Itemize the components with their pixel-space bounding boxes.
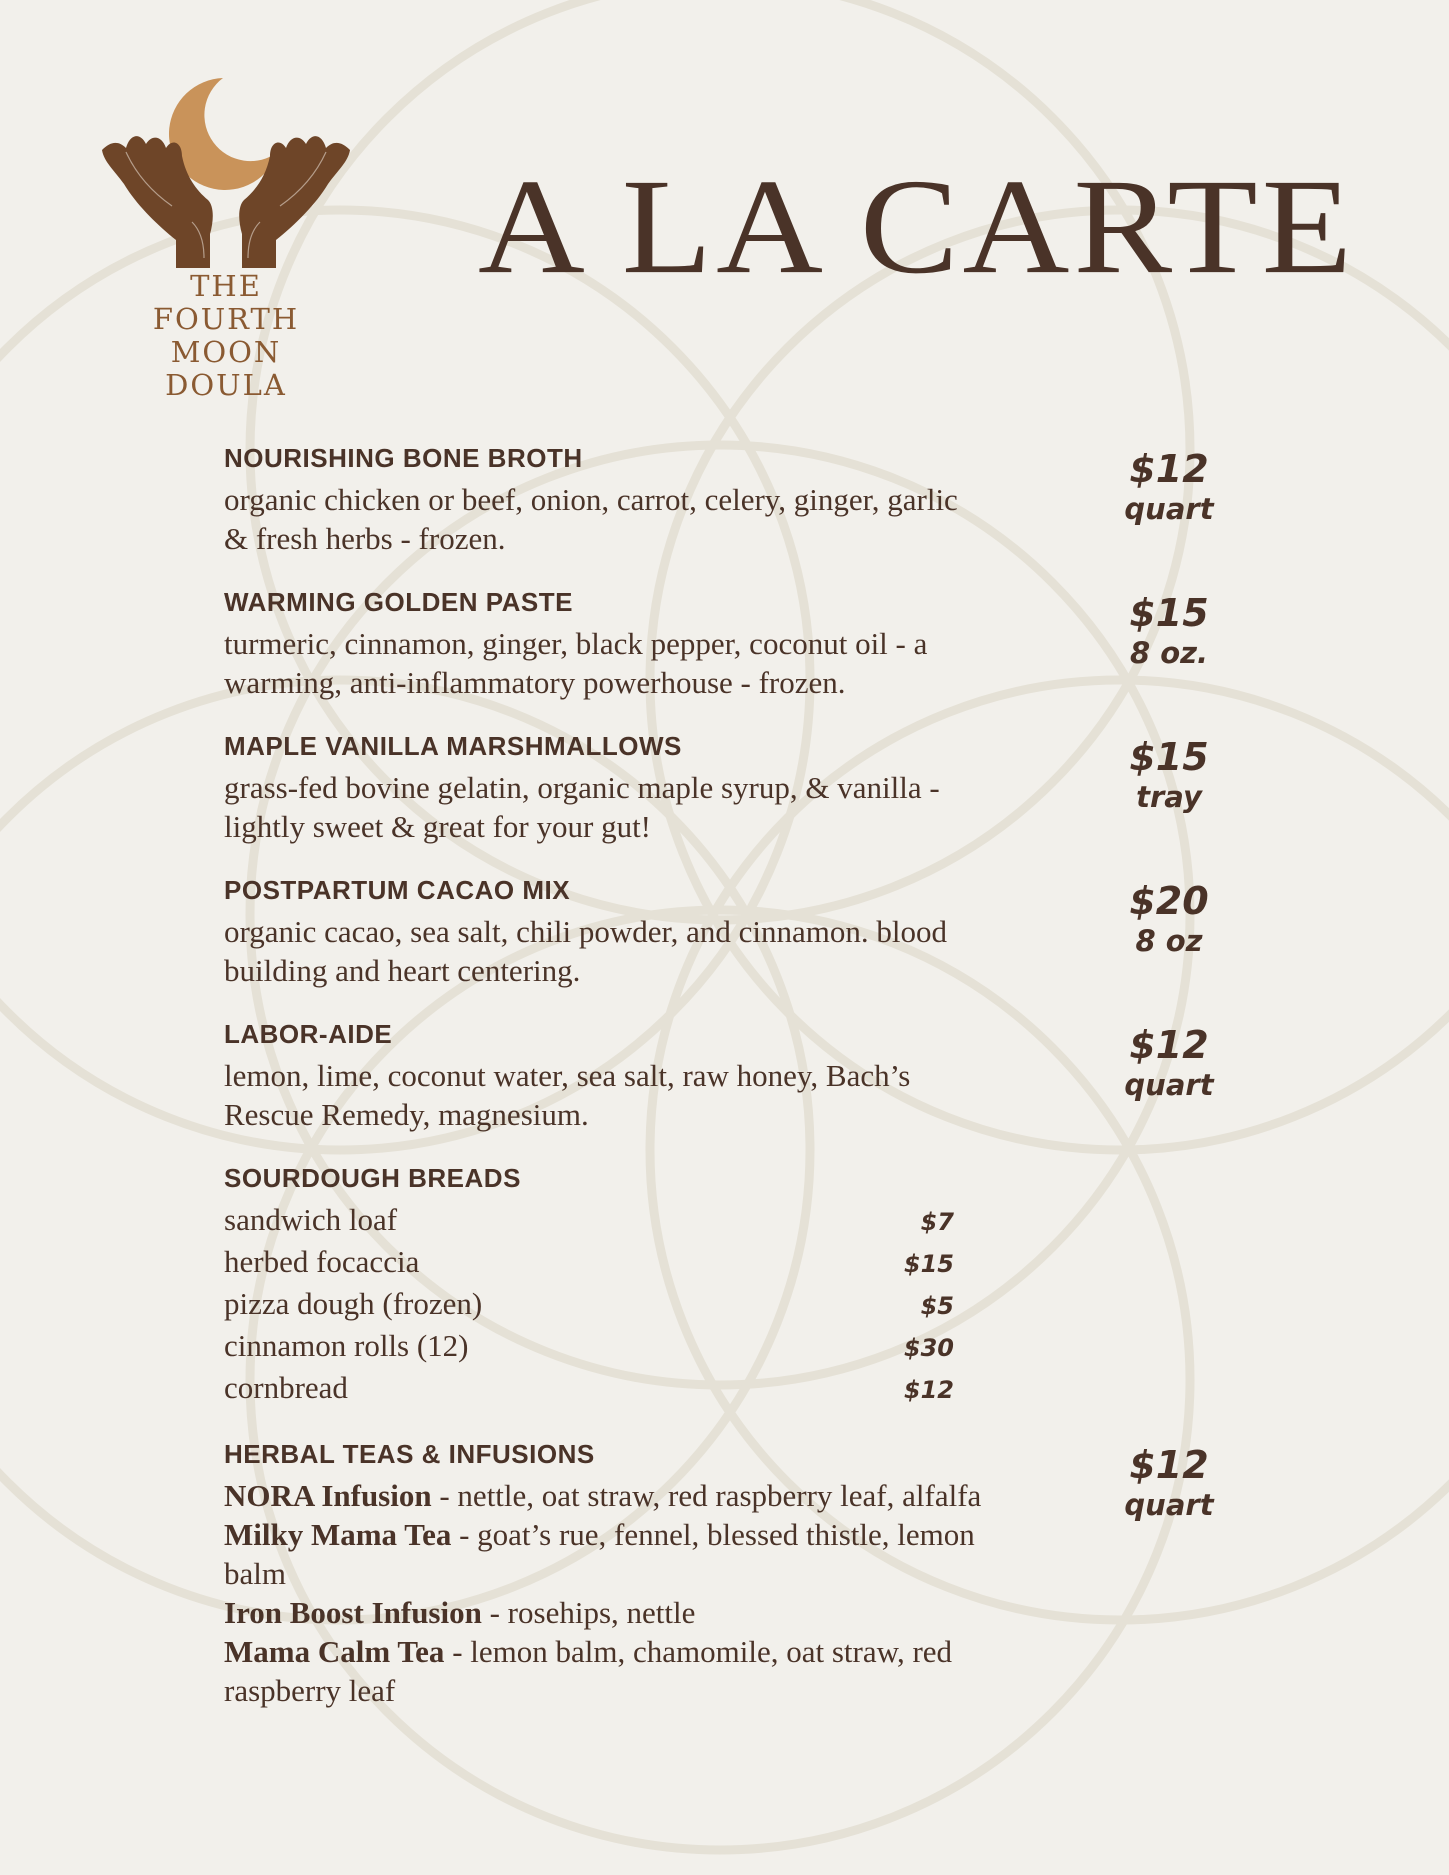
menu-item	[224, 440, 1244, 558]
page-title: A LA CARTE	[478, 151, 1357, 303]
item-unit: quart	[1124, 492, 1214, 526]
item-name: NOURISHING BONE BROTH	[224, 443, 583, 473]
item-description: organic cacao, sea salt, chili powder, and cinnamon. blood building and heart centering.	[224, 914, 948, 988]
tea-name: NORA Infusion	[224, 1478, 432, 1513]
tea-ingredients: - rosehips, nettle	[481, 1595, 696, 1630]
bread-price: $15	[903, 1250, 954, 1278]
price-block	[1094, 734, 1244, 814]
bread-price: $12	[903, 1376, 954, 1404]
item-price: $20	[1129, 879, 1209, 923]
item-unit: quart	[1124, 1068, 1214, 1102]
price-block	[1094, 878, 1244, 958]
item-price: $15	[1129, 591, 1209, 635]
bread-name: herbed focaccia	[224, 1244, 420, 1279]
price-block	[1094, 446, 1244, 526]
tea-name: Iron Boost Infusion	[224, 1595, 482, 1630]
brand-logo	[96, 72, 356, 402]
tea-ingredients: - nettle, oat straw, red raspberry leaf, alfalfa	[431, 1478, 982, 1513]
bread-price: $7	[920, 1208, 954, 1236]
menu-item	[224, 584, 1244, 702]
moon-and-hands-icon	[96, 72, 356, 272]
bread-name: sandwich loaf	[224, 1202, 398, 1237]
price-block	[1094, 1022, 1244, 1102]
tea-ingredients: - lemon balm, chamomile, oat straw, red raspberry leaf	[224, 1634, 953, 1708]
item-name: HERBAL TEAS & INFUSIONS	[224, 1439, 595, 1469]
item-name: WARMING GOLDEN PASTE	[224, 587, 573, 617]
menu-item	[224, 872, 1244, 990]
item-price: $15	[1129, 735, 1209, 779]
brand-line: FOURTH	[152, 302, 300, 336]
tea-section	[224, 1436, 1244, 1710]
tea-ingredients: - goat’s rue, fennel, blessed thistle, lemon balm	[224, 1517, 975, 1591]
tea-name: Milky Mama Tea	[224, 1517, 452, 1552]
item-unit: quart	[1124, 1488, 1214, 1522]
item-price: $12	[1129, 447, 1209, 491]
item-unit: 8 oz	[1135, 924, 1203, 958]
brand-line: MOON	[170, 335, 282, 369]
tea-name: Mama Calm Tea	[224, 1634, 445, 1669]
bread-row	[224, 1326, 954, 1368]
menu-item	[224, 1016, 1244, 1134]
menu-list	[224, 440, 1244, 1736]
price-block	[1094, 1442, 1244, 1522]
item-unit: 8 oz.	[1129, 636, 1209, 670]
item-name: LABOR-AIDE	[224, 1019, 393, 1049]
bread-list	[224, 1200, 954, 1410]
bread-section	[224, 1160, 1244, 1410]
bread-name: cornbread	[224, 1370, 348, 1405]
bread-name: pizza dough (frozen)	[224, 1286, 483, 1321]
bread-row	[224, 1368, 954, 1410]
tea-list	[224, 1476, 984, 1710]
bread-price: $30	[903, 1334, 954, 1362]
item-description: grass-fed bovine gelatin, organic maple syrup, & vanilla - lightly sweet & great for your gut!	[224, 770, 940, 844]
bread-row	[224, 1200, 954, 1242]
brand-line: DOULA	[165, 368, 287, 402]
brand-line: THE	[190, 269, 262, 303]
item-price: $12	[1129, 1023, 1209, 1067]
item-description: organic chicken or beef, onion, carrot, celery, ginger, garlic & fresh herbs - frozen.	[224, 482, 958, 556]
item-description: lemon, lime, coconut water, sea salt, raw honey, Bach’s Rescue Remedy, magnesium.	[224, 1058, 911, 1132]
brand-name	[96, 270, 356, 402]
item-price: $12	[1129, 1443, 1209, 1487]
menu-item	[224, 728, 1244, 846]
bread-row	[224, 1242, 954, 1284]
bread-row	[224, 1284, 954, 1326]
item-unit: tray	[1136, 780, 1202, 814]
item-name: POSTPARTUM CACAO MIX	[224, 875, 571, 905]
price-block	[1094, 590, 1244, 670]
bread-price: $5	[920, 1292, 954, 1320]
bread-name: cinnamon rolls (12)	[224, 1328, 469, 1363]
item-description: turmeric, cinnamon, ginger, black pepper, coconut oil - a warming, anti-inflammatory powerhouse - frozen.	[224, 626, 928, 700]
item-name: SOURDOUGH BREADS	[224, 1163, 521, 1193]
item-name: MAPLE VANILLA MARSHMALLOWS	[224, 731, 682, 761]
